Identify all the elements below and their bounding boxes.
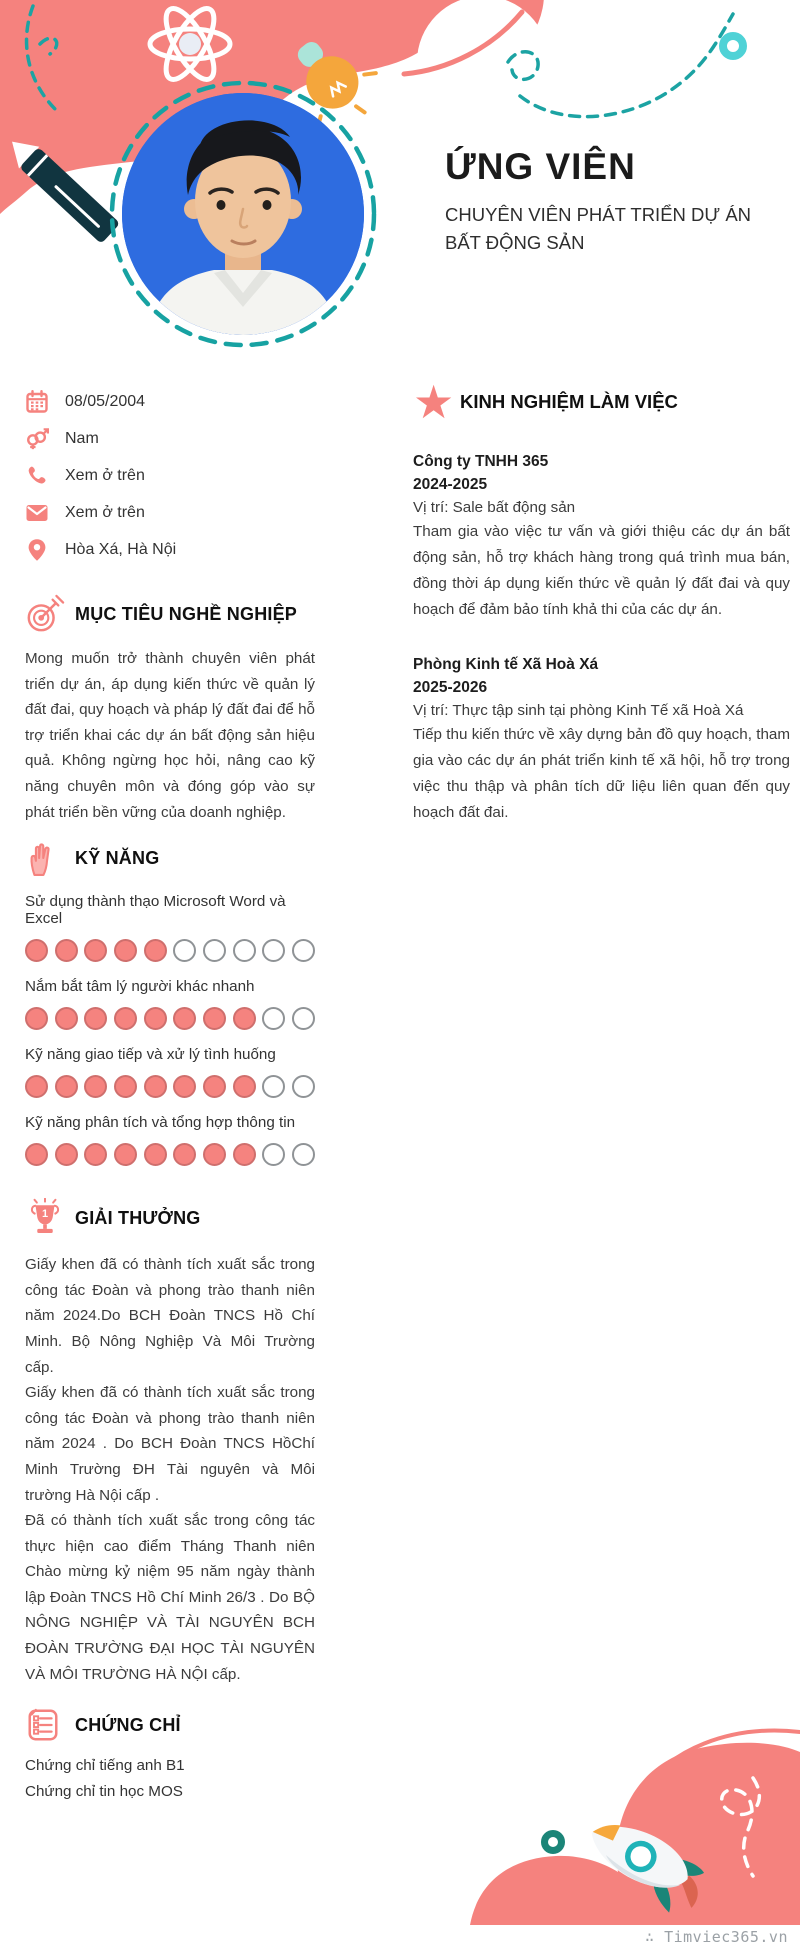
skill-level-dots [25, 939, 315, 962]
skill-level-dot [262, 1143, 285, 1166]
phone-icon [25, 464, 49, 488]
certificate-item: Chứng chỉ tin học MOS [25, 1783, 183, 1801]
job-company: Phòng Kinh tế Xã Hoà Xá [413, 656, 599, 673]
email-icon [25, 501, 49, 525]
awards-list [25, 1252, 315, 1687]
skill-level-dots [25, 1007, 315, 1030]
skill-level-dot [203, 1075, 226, 1098]
skills-list [25, 893, 315, 1166]
skill-level-dot [144, 1007, 167, 1030]
svg-text:1: 1 [41, 1208, 49, 1221]
skill-level-dot [173, 1143, 196, 1166]
skill-level-dot [84, 1075, 107, 1098]
skill-level-dot [292, 939, 315, 962]
skill-level-dot [84, 939, 107, 962]
awards-section-header [25, 1198, 315, 1238]
job-description: Tiếp thu kiến thức về xây dựng bản đồ quy hoạch, tham gia vào các dự án phát triển kinh tế xã hội, hỗ trợ trong việc thu thập và phân tích dữ liệu liên quan đến quy hoạch đất đai. [413, 726, 790, 821]
skill-level-dot [233, 1007, 256, 1030]
skill-item [25, 978, 315, 1030]
skill-level-dot [203, 1143, 226, 1166]
skill-level-dots [25, 1143, 315, 1166]
title-block [445, 146, 780, 257]
skill-level-dot [203, 1007, 226, 1030]
skill-label: Sử dụng thành thạo Microsoft Word và Excel [25, 893, 286, 928]
profile-photo-illustration [122, 93, 364, 335]
star-icon: ★ [413, 376, 455, 428]
certificates-heading: CHỨNG CHỈ [75, 1714, 181, 1735]
awards-heading: GIẢI THƯỞNG [75, 1207, 201, 1228]
skill-level-dot [144, 939, 167, 962]
skill-level-dot [84, 1143, 107, 1166]
objective-text: Mong muốn trở thành chuyên viên phát triển dự án, áp dụng kiến thức về quản lý đất đai, quy hoạch và pháp lý đất đai để hỗ trợ triển khai các dự án bất động sản hiệu quả. Không ngừng học hỏi, nâng cao kỹ năng chuyên môn và đóng góp vào sự phát triển bền vững của doanh nghiệp. [25, 650, 315, 821]
skill-level-dot [55, 1143, 78, 1166]
info-row-birthdate [25, 383, 315, 420]
skill-level-dot [114, 1143, 137, 1166]
birthdate-value: 08/05/2004 [65, 392, 146, 410]
trophy-icon [25, 1198, 75, 1238]
skill-item [25, 893, 315, 962]
footer-watermark: ∴ Timviec365.vn [645, 1928, 788, 1946]
email-value: Xem ở trên [65, 503, 145, 521]
experience-heading: KINH NGHIỆM LÀM VIỆC [460, 391, 678, 412]
skill-level-dot [262, 1075, 285, 1098]
skill-level-dot [262, 1007, 285, 1030]
job-description: Tham gia vào việc tư vấn và giới thiệu các dự án bất động sản, hỗ trợ khách hàng trong quá trình mua bán, đồng thời áp dụng kiến thức về quản lý đất đai và quy hoạch để đảm bảo tính khả thi của các dự án. [413, 523, 790, 618]
skill-level-dot [173, 939, 196, 962]
info-row-address [25, 531, 315, 568]
skill-level-dot [144, 1143, 167, 1166]
skill-level-dot [233, 1075, 256, 1098]
calendar-icon [25, 390, 49, 414]
location-icon [25, 538, 49, 562]
skill-level-dot [114, 1075, 137, 1098]
skill-label: Kỹ năng phân tích và tổng hợp thông tin [25, 1114, 296, 1132]
skill-level-dot [233, 939, 256, 962]
address-value: Hòa Xá, Hà Nội [65, 540, 177, 558]
skill-level-dot [173, 1075, 196, 1098]
skill-level-dot [233, 1143, 256, 1166]
page-subtitle: CHUYÊN VIÊN PHÁT TRIỂN DỰ ÁN BẤT ĐỘNG SẢN [445, 204, 752, 253]
info-row-gender [25, 420, 315, 457]
certificate-item: Chứng chỉ tiếng anh B1 [25, 1757, 185, 1775]
target-icon [25, 594, 75, 634]
gender-value: Nam [65, 429, 99, 447]
skills-heading: KỸ NĂNG [75, 847, 160, 868]
skill-label: Kỹ năng giao tiếp và xử lý tình huống [25, 1046, 276, 1064]
skill-level-dot [25, 1007, 48, 1030]
skill-item [25, 1046, 315, 1098]
profile-photo [122, 93, 364, 335]
award-item: Giấy khen đã có thành tích xuất sắc trong công tác Đoàn và phong trào thanh niên năm 2024 . Do BCH Đoàn TNCS HồChí Minh Trường ĐH Tài nguyên và Môi trường Hà Nội cấp . [25, 1384, 315, 1504]
award-item: Giấy khen đã có thành tích xuất sắc trong công tác Đoàn và phong trào thanh niên năm 2024.Do BCH Đoàn TNCS Hồ Chí Minh. Bộ Nông Nghiệp Và Môi Trường cấp. [25, 1256, 315, 1376]
skill-label: Nắm bắt tâm lý người khác nhanh [25, 978, 255, 996]
experience-section-header [413, 376, 790, 428]
job-period: 2024-2025 [413, 476, 488, 493]
job-entry [413, 450, 790, 623]
skill-level-dot [144, 1075, 167, 1098]
left-column [25, 383, 315, 1805]
cyan-donut [723, 36, 743, 56]
skill-level-dot [84, 1007, 107, 1030]
info-row-email [25, 494, 315, 531]
page-title: ỨNG VIÊN [445, 146, 636, 187]
job-position: Vị trí: Thực tập sinh tại phòng Kinh Tế xã Hoà Xá [413, 702, 744, 719]
skill-level-dot [292, 1007, 315, 1030]
crescent-cut [417, 0, 549, 128]
skill-level-dot [114, 939, 137, 962]
job-company: Công ty TNHH 365 [413, 453, 549, 470]
skill-level-dot [25, 1075, 48, 1098]
gender-icon [25, 427, 49, 451]
objective-heading: MỤC TIÊU NGHỀ NGHIỆP [75, 603, 298, 624]
skill-level-dot [203, 939, 226, 962]
job-entry [413, 653, 790, 826]
skill-level-dot [25, 1143, 48, 1166]
skill-level-dot [25, 939, 48, 962]
right-column [413, 376, 790, 826]
skill-level-dot [114, 1007, 137, 1030]
job-position: Vị trí: Sale bất động sản [413, 499, 576, 516]
job-period: 2025-2026 [413, 679, 488, 696]
skill-level-dot [55, 1007, 78, 1030]
objective-section-header [25, 594, 315, 634]
skill-level-dot [55, 1075, 78, 1098]
footer-decoration [0, 1690, 800, 1953]
skill-level-dot [173, 1007, 196, 1030]
skill-level-dot [55, 939, 78, 962]
skills-section-header [25, 839, 315, 877]
skill-level-dot [292, 1143, 315, 1166]
phone-value: Xem ở trên [65, 466, 145, 484]
skill-item [25, 1114, 315, 1166]
hand-icon [25, 839, 75, 877]
award-item: Đã có thành tích xuất sắc trong công tác thực hiện cao điểm Tháng Thanh niên Chào mừng kỷ niệm 95 năm ngày thành lập Đoàn TNCS Hồ Chí Minh 26/3 . Do BỘ NÔNG NGHIỆP VÀ TÀI NGUYÊN BCH ĐOÀN TRƯỜNG ĐẠI HỌC TÀI NGUYÊN VÀ MÔI TRƯỜNG HÀ NỘI cấp. [25, 1512, 315, 1683]
skill-level-dots [25, 1075, 315, 1098]
teal-donut [545, 1834, 562, 1851]
skill-level-dot [262, 939, 285, 962]
skill-level-dot [292, 1075, 315, 1098]
info-row-phone [25, 457, 315, 494]
